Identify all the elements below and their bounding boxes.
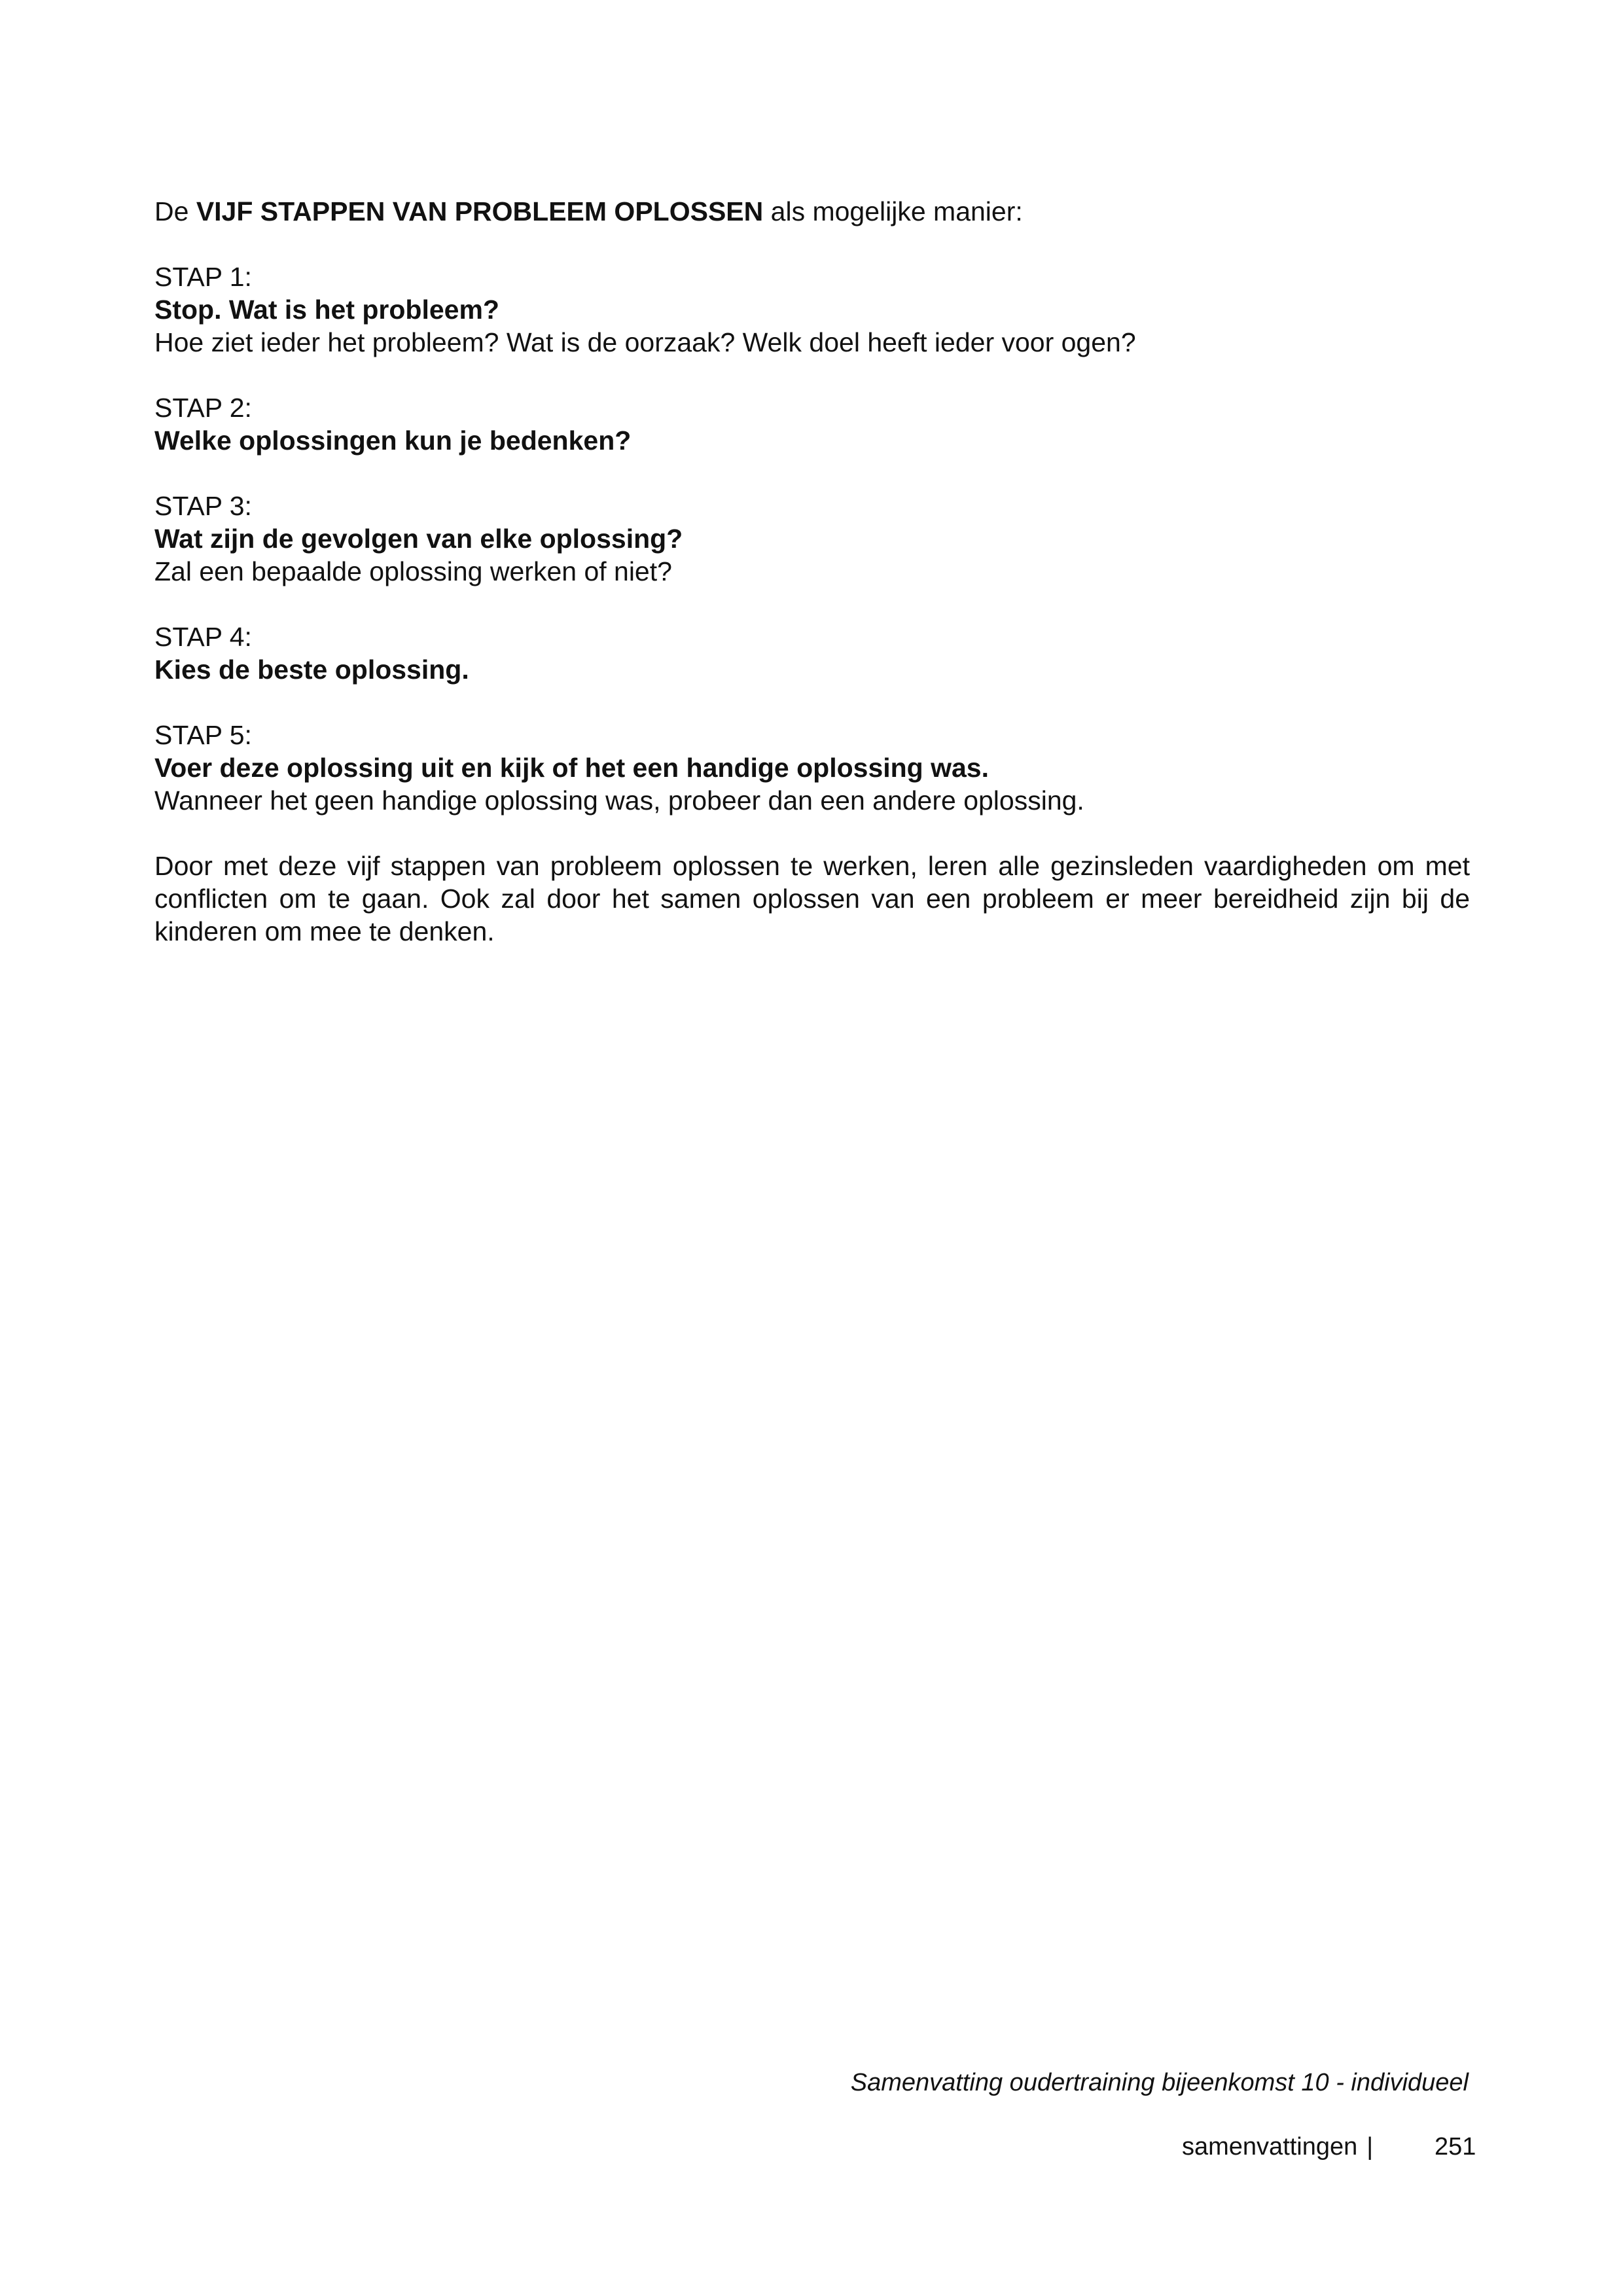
footer-section	[1182, 2131, 1373, 2162]
step-label: STAP 5:	[154, 720, 252, 750]
closing-paragraph: Door met deze vijf stappen van probleem oplossen te werken, leren alle gezinsleden vaardigheden om met conflicten om te gaan. Ook zal door het samen oplossen van een probleem er meer bereidheid zijn bij de kinderen om mee te denken.	[154, 851, 1470, 946]
step-5	[154, 719, 1470, 817]
intro-emphasis: VIJF STAPPEN VAN PROBLEEM OPLOSSEN	[196, 196, 764, 226]
intro-prefix: De	[154, 196, 196, 226]
footer-section-label: samenvattingen	[1182, 2133, 1358, 2161]
step-label: STAP 4:	[154, 622, 252, 652]
step-heading: Wat zijn de gevolgen van elke oplossing?	[154, 524, 683, 554]
page-number: 251	[1435, 2133, 1476, 2161]
step-detail: Zal een bepaalde oplossing werken of niet?	[154, 556, 672, 586]
footer-separator: |	[1366, 2133, 1374, 2161]
step-heading: Kies de beste oplossing.	[154, 655, 469, 685]
step-detail: Wanneer het geen handige oplossing was, probeer dan een andere oplossing.	[154, 785, 1084, 816]
step-detail: Hoe ziet ieder het probleem? Wat is de oorzaak? Welk doel heeft ieder voor ogen?	[154, 327, 1136, 357]
step-3	[154, 490, 1470, 588]
step-heading: Stop. Wat is het probleem?	[154, 295, 499, 325]
intro-suffix: als mogelijke manier:	[763, 196, 1023, 226]
step-label: STAP 2:	[154, 393, 252, 423]
step-1	[154, 260, 1470, 359]
step-heading: Voer deze oplossing uit en kijk of het een handige oplossing was.	[154, 753, 990, 783]
step-4	[154, 620, 1470, 686]
footer-title: Samenvatting oudertraining bijeenkomst 10 - individueel	[850, 2069, 1469, 2096]
step-heading: Welke oplossingen kun je bedenken?	[154, 425, 632, 456]
step-2	[154, 391, 1470, 457]
document-body	[154, 195, 1470, 948]
step-label: STAP 1:	[154, 262, 252, 292]
intro-line	[154, 195, 1470, 228]
step-label: STAP 3:	[154, 491, 252, 521]
